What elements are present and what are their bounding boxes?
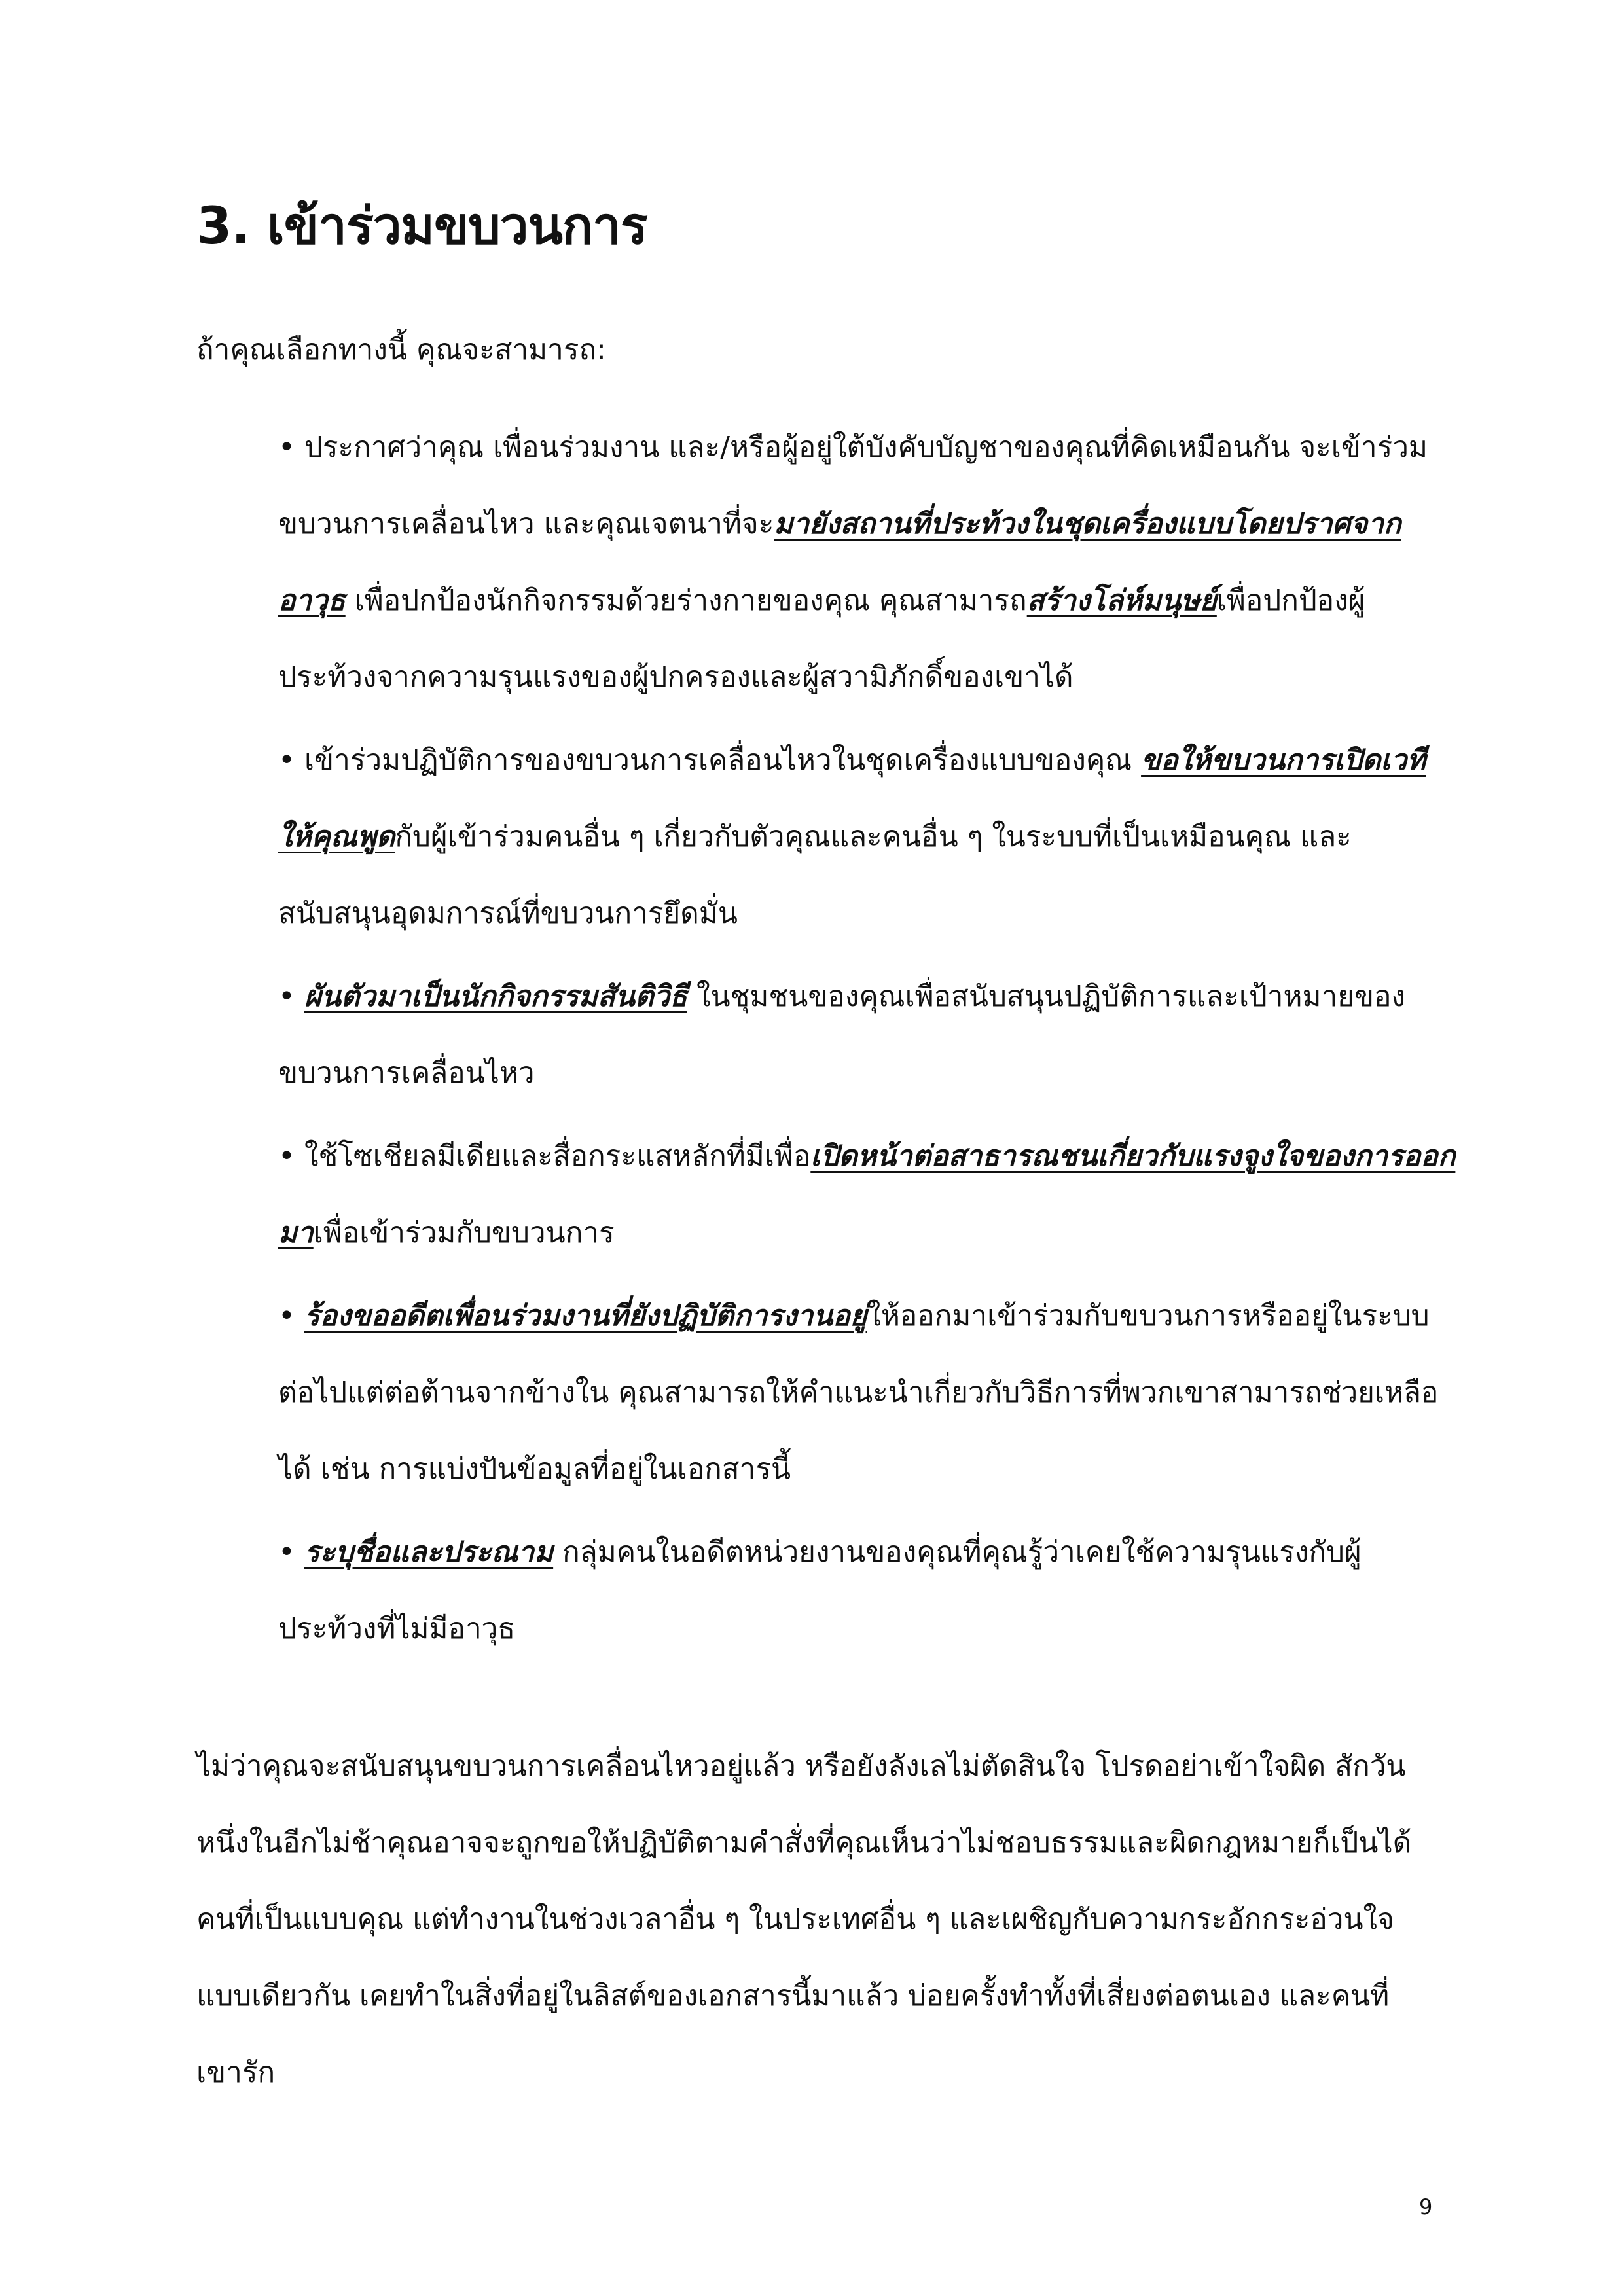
section-heading: 3. เข้าร่วมขบวนการ (196, 197, 647, 256)
bullet-item (278, 1278, 1456, 1507)
bullet-text: ในชุมชนของคุณเพื่อสนับสนุนปฏิบัติการและเป้าหมายของขบวนการเคลื่อนไหว (278, 980, 1405, 1090)
bullet-marker: • (278, 980, 304, 1013)
emphasis-text: ผันตัวมาเป็นนักกิจกรรมสันติวิธี (304, 980, 687, 1013)
bullet-text: เพื่อปกป้องผู้ประท้วงจากความรุนแรงของผู้ปกครองและผู้สวามิภักดิ์ของเขาได้ (278, 584, 1365, 694)
emphasis-text: เปิดหน้าต่อสาธารณชนเกี่ยวกับแรงจูงใจของการออกมา (278, 1139, 1456, 1249)
bullet-marker: • (278, 744, 304, 777)
bullet-text: กลุ่มคนในอดีตหน่วยงานของคุณที่คุณรู้ว่าเคยใช้ความรุนแรงกับผู้ประท้วงที่ไม่มีอาวุธ (278, 1535, 1362, 1645)
bullet-marker: • (278, 1535, 304, 1569)
bullet-text: เพื่อเข้าร่วมกับขบวนการ (313, 1216, 615, 1249)
bullet-text: กับผู้เข้าร่วมคนอื่น ๆ เกี่ยวกับตัวคุณและคนอื่น ๆ ในระบบที่เป็นเหมือนคุณ และสนับสนุนอุดมการณ์ที่ขบวนการยึดมั่น (278, 820, 1352, 930)
emphasis-text: มายังสถานที่ประท้วงในชุดเครื่องแบบโดยปราศจากอาวุธ (278, 507, 1401, 617)
bullet-item (278, 1514, 1456, 1667)
bullet-marker: • (278, 1139, 304, 1173)
bullet-text: ใช้โซเชียลมีเดียและสื่อกระแสหลักที่มีเพื่อ (304, 1139, 811, 1173)
bullet-marker: • (278, 1299, 304, 1333)
intro-text: ถ้าคุณเลือกทางนี้ คุณจะสามารถ: (196, 333, 606, 367)
bullet-item (278, 409, 1456, 715)
bullet-marker: • (278, 431, 304, 464)
bullet-text: ให้ออกมาเข้าร่วมกับขบวนการหรืออยู่ในระบบต่อไปแต่ต่อต้านจากข้างใน คุณสามารถให้คำแนะนำเกี่ยวกับวิธีการที่พวกเขาสามารถช่วยเหลือได้ เช่น การแบ่งปันข้อมูลที่อยู่ในเอกสารนี้ (278, 1299, 1439, 1486)
emphasis-text: ขอให้ขบวนการเปิดเวทีให้คุณพูด (278, 744, 1426, 853)
emphasis-text: ระบุชื่อและประณาม (304, 1535, 554, 1569)
bullet-text: เข้าร่วมปฏิบัติการของขบวนการเคลื่อนไหวในชุดเครื่องแบบของคุณ (304, 744, 1142, 777)
bullet-text: ประกาศว่าคุณ เพื่อนร่วมงาน และ/หรือผู้อยู่ใต้บังคับบัญชาของคุณที่คิดเหมือนกัน จะเข้าร่วมขบวนการเคลื่อนไหว และคุณเจตนาที่จะ (278, 431, 1428, 541)
bullet-item (278, 722, 1456, 952)
emphasis-text: ร้องขออดีตเพื่อนร่วมงานที่ยังปฏิบัติการงานอยู่ (304, 1299, 867, 1333)
emphasis-text: สร้างโล่ห์มนุษย์ (1026, 584, 1217, 617)
bullet-list (278, 409, 1456, 1674)
bullet-text: เพื่อปกป้องนักกิจกรรมด้วยร่างกายของคุณ คุณสามารถ (345, 584, 1027, 617)
page-number: 9 (1419, 2195, 1433, 2219)
closing-paragraph: ไม่ว่าคุณจะสนับสนุนขบวนการเคลื่อนไหวอยู่แล้ว หรือยังลังเลไม่ตัดสินใจ โปรดอย่าเข้าใจผิด สักวันหนึ่งในอีกไม่ช้าคุณอาจจะถูกขอให้ปฏิบัติตามคำสั่งที่คุณเห็นว่าไม่ชอบธรรมและผิดกฎหมายก็เป็นได้ คนที่เป็นแบบคุณ แต่ทำงานในช่วงเวลาอื่น ๆ ในประเทศอื่น ๆ และเผชิญกับความกระอักกระอ่วนใจแบบเดียวกัน เคยทำในสิ่งที่อยู่ในลิสต์ของเอกสารนี้มาแล้ว บ่อยครั้งทำทั้งที่เสี่ยงต่อตนเอง และคนที่เขารัก (196, 1749, 1412, 2089)
bullet-item (278, 958, 1456, 1111)
bullet-item (278, 1118, 1456, 1271)
